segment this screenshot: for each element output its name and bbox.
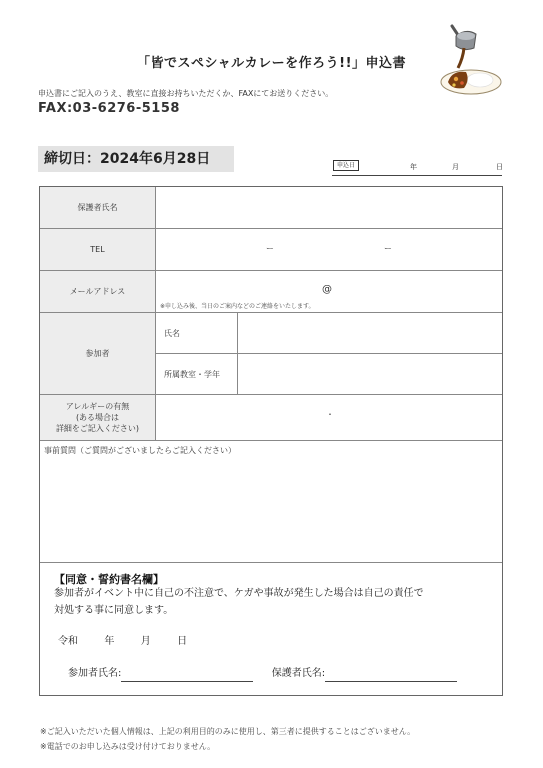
- consent-date-row: [58, 633, 187, 650]
- form-title: 「皆でスペシャルカレーを作ろう!!」申込書: [136, 56, 407, 71]
- curry-pot-illustration: [436, 22, 506, 100]
- allergy-label-line3: 詳細をご記入ください): [55, 424, 140, 433]
- application-date-field[interactable]: [332, 159, 502, 176]
- tel-separator-1: ー: [266, 244, 274, 253]
- tel-input[interactable]: [156, 229, 502, 271]
- application-day-label: 日: [496, 163, 503, 171]
- consent-title: 【同意・誓約書名欄】: [54, 573, 164, 586]
- application-month-label: 月: [452, 163, 459, 171]
- curry-plate-icon: [441, 70, 501, 94]
- allergy-label-line2: (ある場合は: [75, 413, 120, 422]
- email-at-sign: @: [322, 284, 332, 295]
- application-form-table: [39, 186, 503, 696]
- fax-number: FAX:03-6276-5158: [38, 101, 180, 116]
- guardian-name-label: 保護者氏名: [40, 187, 156, 229]
- guardian-name-input[interactable]: [156, 187, 502, 229]
- participant-class-input[interactable]: [238, 354, 502, 395]
- email-note: ※申し込み後、当日のご案内などのご連絡をいたします。: [160, 303, 315, 310]
- participant-name-input[interactable]: [238, 313, 502, 354]
- question-input[interactable]: [40, 441, 502, 563]
- allergy-dot: ・: [326, 410, 334, 419]
- email-input[interactable]: [156, 271, 502, 313]
- guardian-sign-label: 保護者氏名:: [271, 668, 326, 679]
- ladle-icon: [452, 26, 476, 50]
- tel-label: TEL: [40, 229, 156, 271]
- consent-line-1: 参加者がイベント中に自己の不注意で、ケガや事故が発生した場合は自己の責任で: [54, 588, 424, 599]
- tel-separator-2: ー: [384, 244, 392, 253]
- participant-sign-label: 参加者氏名:: [68, 668, 122, 679]
- participant-label: 参加者: [40, 313, 156, 395]
- year-label: 年: [104, 636, 115, 647]
- signature-row: [68, 665, 457, 682]
- email-label: メールアドレス: [40, 271, 156, 313]
- month-label: 月: [140, 636, 151, 647]
- era-label: 令和: [58, 636, 78, 647]
- guardian-sign-line[interactable]: [325, 669, 457, 682]
- participant-name-label: 氏名: [156, 313, 238, 354]
- privacy-note: ※ご記入いただいた個人情報は、上記の利用目的のみに使用し、第三者に提供することはございません。: [40, 727, 416, 736]
- deadline-banner: 締切日：2024年6月28日: [38, 146, 234, 172]
- instruction-text: 申込書にご記入のうえ、教室に直接お持ちいただくか、FAXにてお送りください。: [38, 89, 334, 98]
- application-date-label: 申込日: [333, 160, 359, 171]
- day-label: 日: [177, 636, 188, 647]
- question-label: 事前質問（ご質問がございましたらご記入ください）: [44, 446, 236, 455]
- allergy-label: [40, 395, 156, 441]
- allergy-input[interactable]: [156, 395, 502, 441]
- application-year-label: 年: [410, 163, 417, 171]
- consent-section: [40, 563, 502, 695]
- phone-note: ※電話でのお申し込みは受け付けておりません。: [40, 742, 216, 751]
- participant-class-label: 所属教室・学年: [156, 354, 238, 395]
- consent-line-2: 対処する事に同意します。: [54, 605, 174, 616]
- allergy-label-line1: アレルギーの有無: [65, 402, 130, 411]
- participant-sign-line[interactable]: [121, 669, 253, 682]
